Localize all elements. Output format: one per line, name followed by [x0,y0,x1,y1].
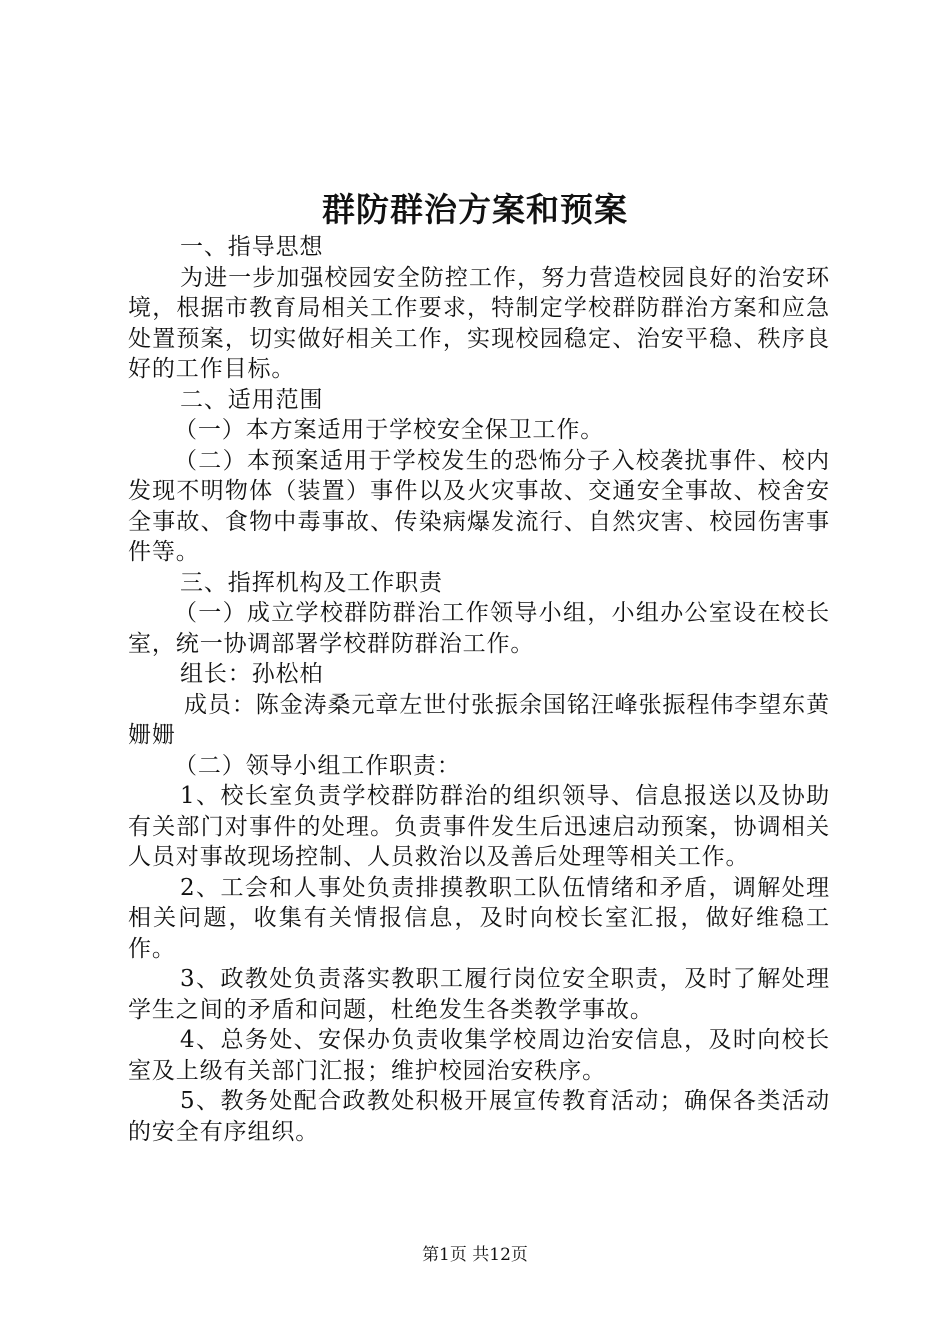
section-heading-scope: 二、适用范围 [180,386,324,413]
paragraph-command-1: （一）成立学校群防群治工作领导小组，小组办公室设在校长室，统一协调部署学校群防群治工作。 [128,600,830,657]
document-title: 群防群治方案和预案 [322,190,628,229]
document-body [128,232,830,1147]
paragraph-team-leader: 组长：孙松柏 [180,661,324,687]
paragraph-duty-4: 4、总务处、安保办负责收集学校周边治安信息，及时向校长室及上级有关部门汇报；维护校园治安秩序。 [128,1027,830,1084]
section-heading-command: 三、指挥机构及工作职责 [180,569,443,596]
paragraph-scope-1: （一）本方案适用于学校安全保卫工作。 [174,417,605,443]
paragraph-duty-3: 3、政教处负责落实教职工履行岗位安全职责，及时了解处理学生之间的矛盾和问题，杜绝发生各类教学事故。 [128,966,830,1023]
section-heading-guiding-ideology: 一、指导思想 [180,234,324,260]
page-number-footer: 第1页 共12页 [422,1245,528,1265]
paragraph-scope-2: （二）本预案适用于学校发生的恐怖分子入校袭扰事件、校内发现不明物体（装置）事件以及火灾事故、交通安全事故、校舍安全事故、食物中毒事故、传染病爆发流行、自然灾害、校园伤害事件等。 [128,447,830,565]
paragraph-duty-2: 2、工会和人事处负责排摸教职工队伍情绪和矛盾，调解处理相关问题，收集有关情报信息，及时向校长室汇报，做好维稳工作。 [128,874,830,962]
paragraph-duties-heading: （二）领导小组工作职责： [174,752,461,779]
paragraph-duty-5: 5、教务处配合政教处积极开展宣传教育活动；确保各类活动的安全有序组织。 [128,1088,830,1145]
paragraph-duty-1: 1、校长室负责学校群防群治的组织领导、信息报送以及协助有关部门对事件的处理。负责事件发生后迅速启动预案，协调相关人员对事故现场控制、人员救治以及善后处理等相关工作。 [128,783,830,870]
paragraph-team-members: 成员：陈金涛桑元章左世付张振余国铭汪峰张振程伟李望东黄姗姗 [128,691,830,748]
paragraph-guiding-ideology: 为进一步加强校园安全防控工作，努力营造校园良好的治安环境，根据市教育局相关工作要求，特制定学校群防群治方案和应急处置预案，切实做好相关工作，实现校园稳定、治安平稳、秩序良好的工作目标。 [128,264,830,382]
